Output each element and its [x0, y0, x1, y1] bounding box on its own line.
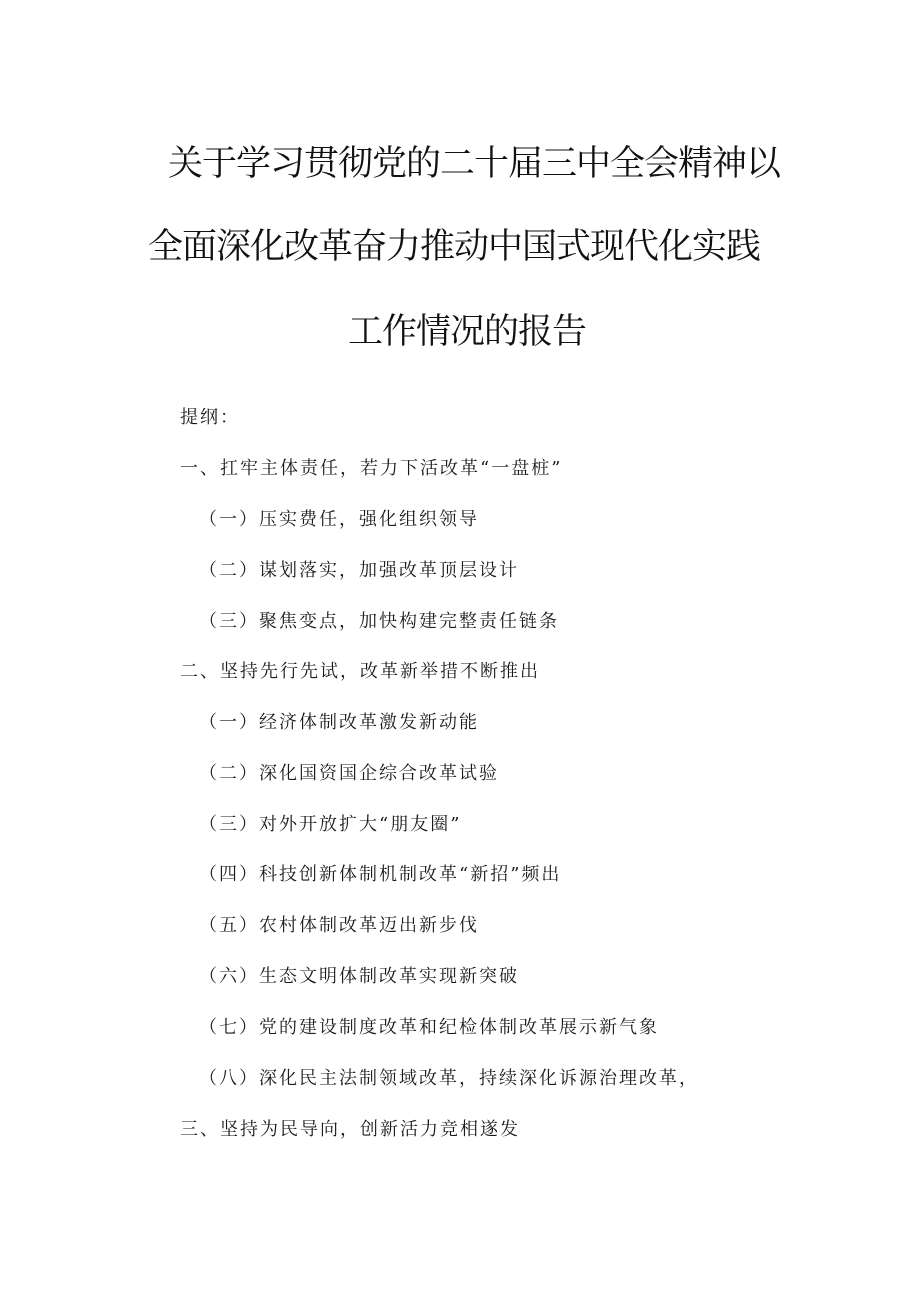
section-2-item-6: （六）生态文明体制改革实现新突破 [199, 966, 519, 987]
section-1-item-2: （二）谋划落实，加强改革顶层设计 [199, 560, 519, 581]
section-2-item-2: （二）深化国资国企综合改革试验 [199, 763, 499, 784]
section-2-item-4: （四）科技创新体制机制改革“新招”频出 [199, 864, 562, 885]
report-title-line-1: 关于学习贯彻党的二十届三中全会精神以 [168, 144, 781, 184]
section-2-item-1: （一）经济体制改革激发新动能 [199, 712, 479, 733]
report-title-line-2: 全面深化改革奋力推动中国式现代化实践 [148, 227, 761, 267]
section-1-item-3: （三）聚焦变点，加快构建完整责任链条 [199, 611, 559, 632]
section-3-heading: 三、坚持为民导向，创新活力竞相遂发 [180, 1119, 520, 1140]
section-1-item-1: （一）压实费任，强化组织领导 [199, 509, 479, 530]
outline-label: 提纲： [180, 407, 240, 428]
section-2-item-8: （八）深化民主法制领域改革，持续深化诉源治理改革， [199, 1068, 699, 1089]
section-2-item-7: （七）党的建设制度改革和纪检体制改革展示新气象 [199, 1017, 659, 1038]
section-2-item-3: （三）对外开放扩大“朋友圈” [199, 814, 462, 835]
report-title-line-3: 工作情况的报告 [348, 312, 587, 352]
section-1-heading: 一、扛牢主体责任，若力下活改革“一盘桩” [180, 458, 563, 479]
section-2-heading: 二、坚持先行先试，改革新举措不断推出 [180, 661, 540, 682]
section-2-item-5: （五）农村体制改革迈出新步伐 [199, 915, 479, 936]
